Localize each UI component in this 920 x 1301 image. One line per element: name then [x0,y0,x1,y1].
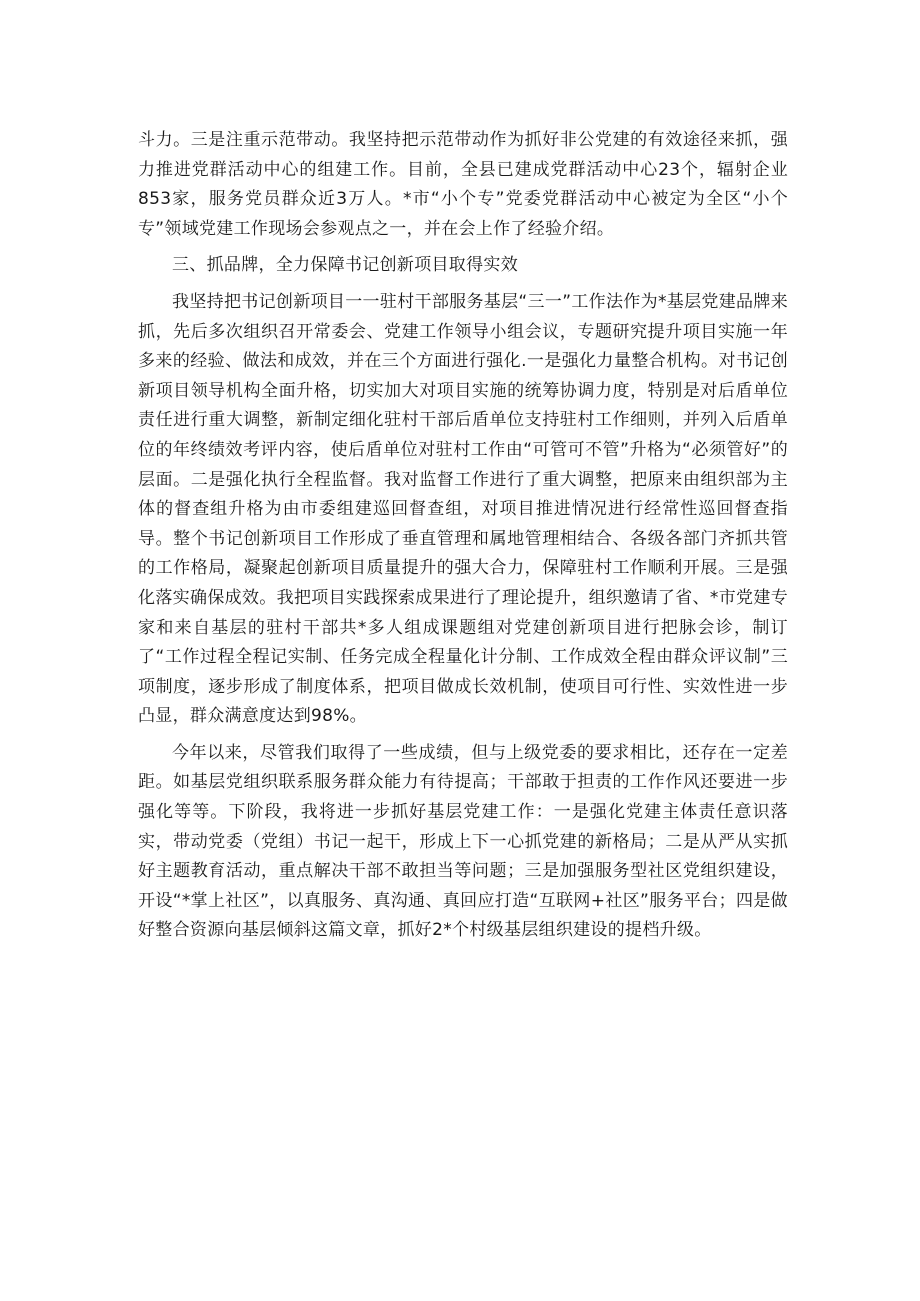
section-heading: 三、抓品牌，全力保障书记创新项目取得实效 [172,255,518,276]
paragraph-brand-project: 我坚持把书记创新项目一一驻村干部服务基层“三一”工作法作为*基层党建品牌来抓，先后多次组织召开常委会、党建工作领导小组会议，专题研究提升项目实施一年多来的经验、做法和成效，并在三个方面进行强化.一是强化力量整合机构。对书记创新项目领导机构全面升格，切实加大对项目实施的统筹协调力度，特别是对后盾单位责任进行重大调整，新制定细化驻村干部后盾单位支持驻村工作细则，并列入后盾单位的年终绩效考评内容，使后盾单位对驻村工作由“可管可不管”升格为“必须管好”的层面。二是强化执行全程监督。我对监督工作进行了重大调整，把原来由组织部为主体的督查组升格为由市委组建巡回督查组，对项目推进情况进行经常性巡回督查指导。整个书记创新项目工作形成了垂直管理和属地管理相结合、各级各部门齐抓共管的工作格局，凝聚起创新项目质量提升的强大合力，保障驻村工作顺利开展。三是强化落实确保成效。我把项目实践探索成果进行了理论提升，组织邀请了省、*市党建专家和来自基层的驻村干部共*多人组成课题组对党建创新项目进行把脉会诊，制订了“工作过程全程记实制、任务完成全程量化计分制、工作成效全程由群众评议制”三项制度，逐步形成了制度体系，把项目做成长效机制，使项目可行性、实效性进一步凸显，群众满意度达到98%。 [138,291,788,727]
paragraph-summary: 今年以来，尽管我们取得了一些成绩，但与上级党委的要求相比，还存在一定差距。如基层党组织联系服务群众能力有待提高；干部敢于担责的工作作风还要进一步强化等等。下阶段，我将进一步抓好基层党建工作：一是强化党建主体责任意识落实，带动党委（党组）书记一起干，形成上下一心抓党建的新格局；二是从严从实抓好主题教育活动，重点解决干部不敢担当等问题；三是加强服务型社区党组织建设，开设“*掌上社区”，以真服务、真沟通、真回应打造“互联网+社区”服务平台；四是做好整合资源向基层倾斜这篇文章，抓好2*个村级基层组织建设的提档升级。 [138,742,788,941]
document-body [138,126,788,953]
paragraph-continuation: 斗力。三是注重示范带动。我坚持把示范带动作为抓好非公党建的有效途径来抓，强力推进党群活动中心的组建工作。目前，全县已建成党群活动中心23个，辐射企业853家，服务党员群众近3万人。*市“小个专”党委党群活动中心被定为全区“小个专”领域党建工作现场会参观点之一，并在会上作了经验介绍。 [138,130,788,239]
